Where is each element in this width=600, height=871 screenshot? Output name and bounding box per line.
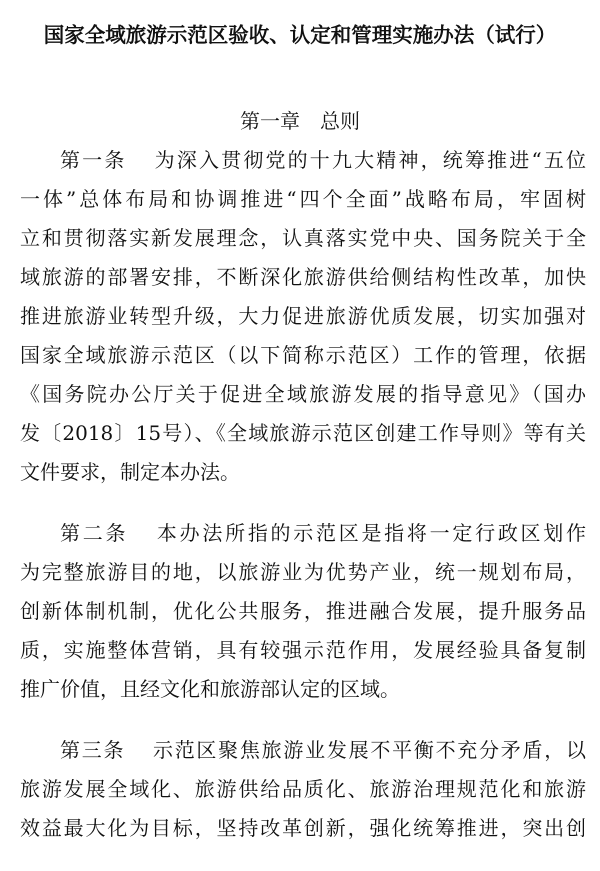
article-1-line-9: 文件要求，制定本办法。 [20, 460, 240, 484]
article-2-line-4: 质，实施整体营销，具有较强示范作用，发展经验具备复制 [20, 638, 586, 662]
article-1-line-3: 立和贯彻落实新发展理念，认真落实党中央、国务院关于全 [20, 226, 586, 250]
article-2-label: 第二条 [60, 521, 129, 545]
article-1-label: 第一条 [60, 148, 127, 172]
article-3-line-2: 旅游发展全域化、旅游供给品质化、旅游治理规范化和旅游 [20, 777, 586, 801]
article-1-line-6: 国家全域旅游示范区（以下简称示范区）工作的管理，依据 [20, 343, 586, 367]
article-3-label: 第三条 [60, 738, 126, 762]
article-2-first-line [60, 519, 586, 547]
article-1-line-2: 一体”总体布局和协调推进“四个全面”战略布局，牢固树 [20, 187, 586, 211]
document-title: 国家全域旅游示范区验收、认定和管理实施办法（试行） [43, 23, 557, 47]
article-2-line-1: 本办法所指的示范区是指将一定行政区划作 [154, 521, 587, 545]
article-2-line-3: 创新体制机制，优化公共服务，推进融合发展，提升服务品 [20, 599, 586, 623]
article-1-line-5: 推进旅游业转型升级，大力促进旅游优质发展，切实加强对 [20, 304, 586, 328]
article-2-line-5: 推广价值，且经文化和旅游部认定的区域。 [20, 677, 400, 701]
article-1-line-7: 《国务院办公厅关于促进全域旅游发展的指导意见》（国办 [20, 382, 586, 406]
chapter-heading: 第一章 总则 [240, 109, 360, 133]
article-2-line-2: 为完整旅游目的地，以旅游业为优势产业，统一规划布局， [20, 560, 586, 584]
article-3-line-1: 示范区聚焦旅游业发展不平衡不充分矛盾，以 [151, 738, 587, 762]
article-1-line-4: 域旅游的部署安排，不断深化旅游供给侧结构性改革，加快 [20, 265, 586, 289]
article-1-first-line [60, 146, 586, 174]
article-3-line-3: 效益最大化为目标，坚持改革创新，强化统筹推进，突出创 [20, 816, 586, 840]
article-1-line-1: 为深入贯彻党的十九大精神，统筹推进“五位 [152, 148, 586, 172]
article-3-first-line [60, 736, 586, 764]
article-1-line-8: 发〔2018〕15号）、《全域旅游示范区创建工作导则》等有关 [20, 421, 586, 445]
